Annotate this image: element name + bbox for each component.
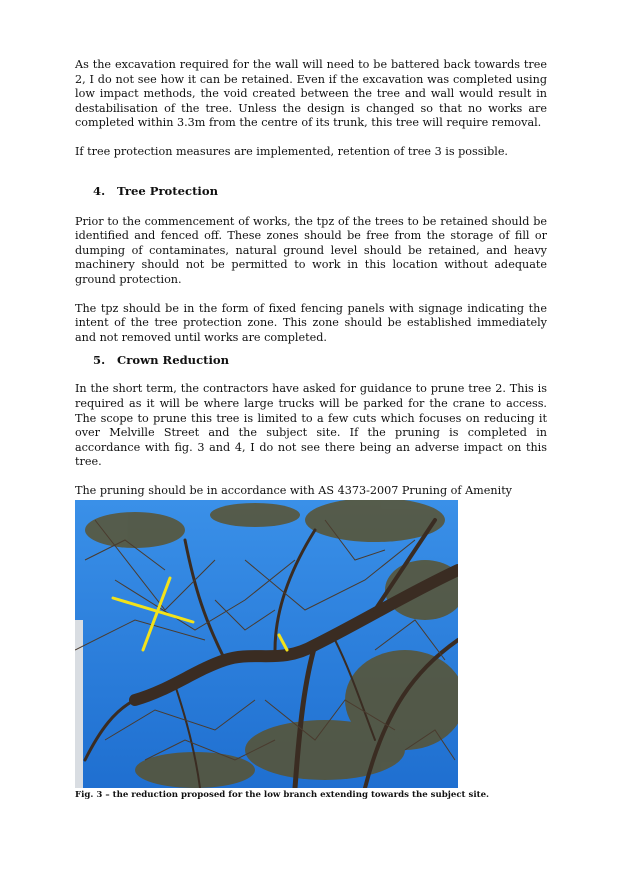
paragraph-pruning-guidance: In the short term, the contractors have asked for guidance to prune tree 2. This is required as it will be where large trucks will be parked for the crane to access. The scope to prune this tree is limited to a few cuts which focuses on reducing it over Melville Street and the subject site. If the pruning is completed in accordance with fig. 3 and 4, I do not see there being an adverse impact on this tree. [75, 382, 547, 469]
building-edge [75, 620, 83, 788]
paragraph-tpz-fencing: Prior to the commencement of works, the tpz of the trees to be retained should be identified and fenced off. These zones should be free from the storage of fill or dumping of contaminates, natural ground level should be retained, and heavy machinery should not be permitted to work in this location without adequate ground protection. [75, 214, 547, 286]
heading-title: Tree Protection [117, 183, 218, 198]
heading-number: 5. [93, 353, 106, 368]
paragraph-pruning-standard: The pruning should be in accordance with AS 4373-2007 Pruning of Amenity [75, 483, 513, 497]
heading-crown-reduction [75, 353, 547, 368]
heading-number: 4. [93, 183, 106, 198]
paragraph-tree3-retention: If tree protection measures are implemented, retention of tree 3 is possible. [75, 144, 508, 158]
document-body [75, 58, 547, 513]
figure-caption: Fig. 3 – the reduction proposed for the low branch extending towards the subject site. [75, 790, 490, 800]
paragraph-tpz-panels: The tpz should be in the form of fixed fencing panels with signage indicating the intent of the tree protection zone. This zone should be established immediately and not removed until works are completed. [75, 301, 547, 344]
figure-tree-photo [75, 500, 458, 788]
paragraph-tree2-removal: As the excavation required for the wall will need to be battered back towards tree 2, I do not see how it can be retained. Even if the excavation was completed using low impact methods, the void created between the tree and wall would result in destabilisation of the tree. Unless the design is changed so that no works are completed within 3.3m from the centre of its trunk, this tree will require removal. [75, 58, 547, 130]
heading-title: Crown Reduction [117, 353, 230, 368]
heading-tree-protection [75, 184, 547, 199]
